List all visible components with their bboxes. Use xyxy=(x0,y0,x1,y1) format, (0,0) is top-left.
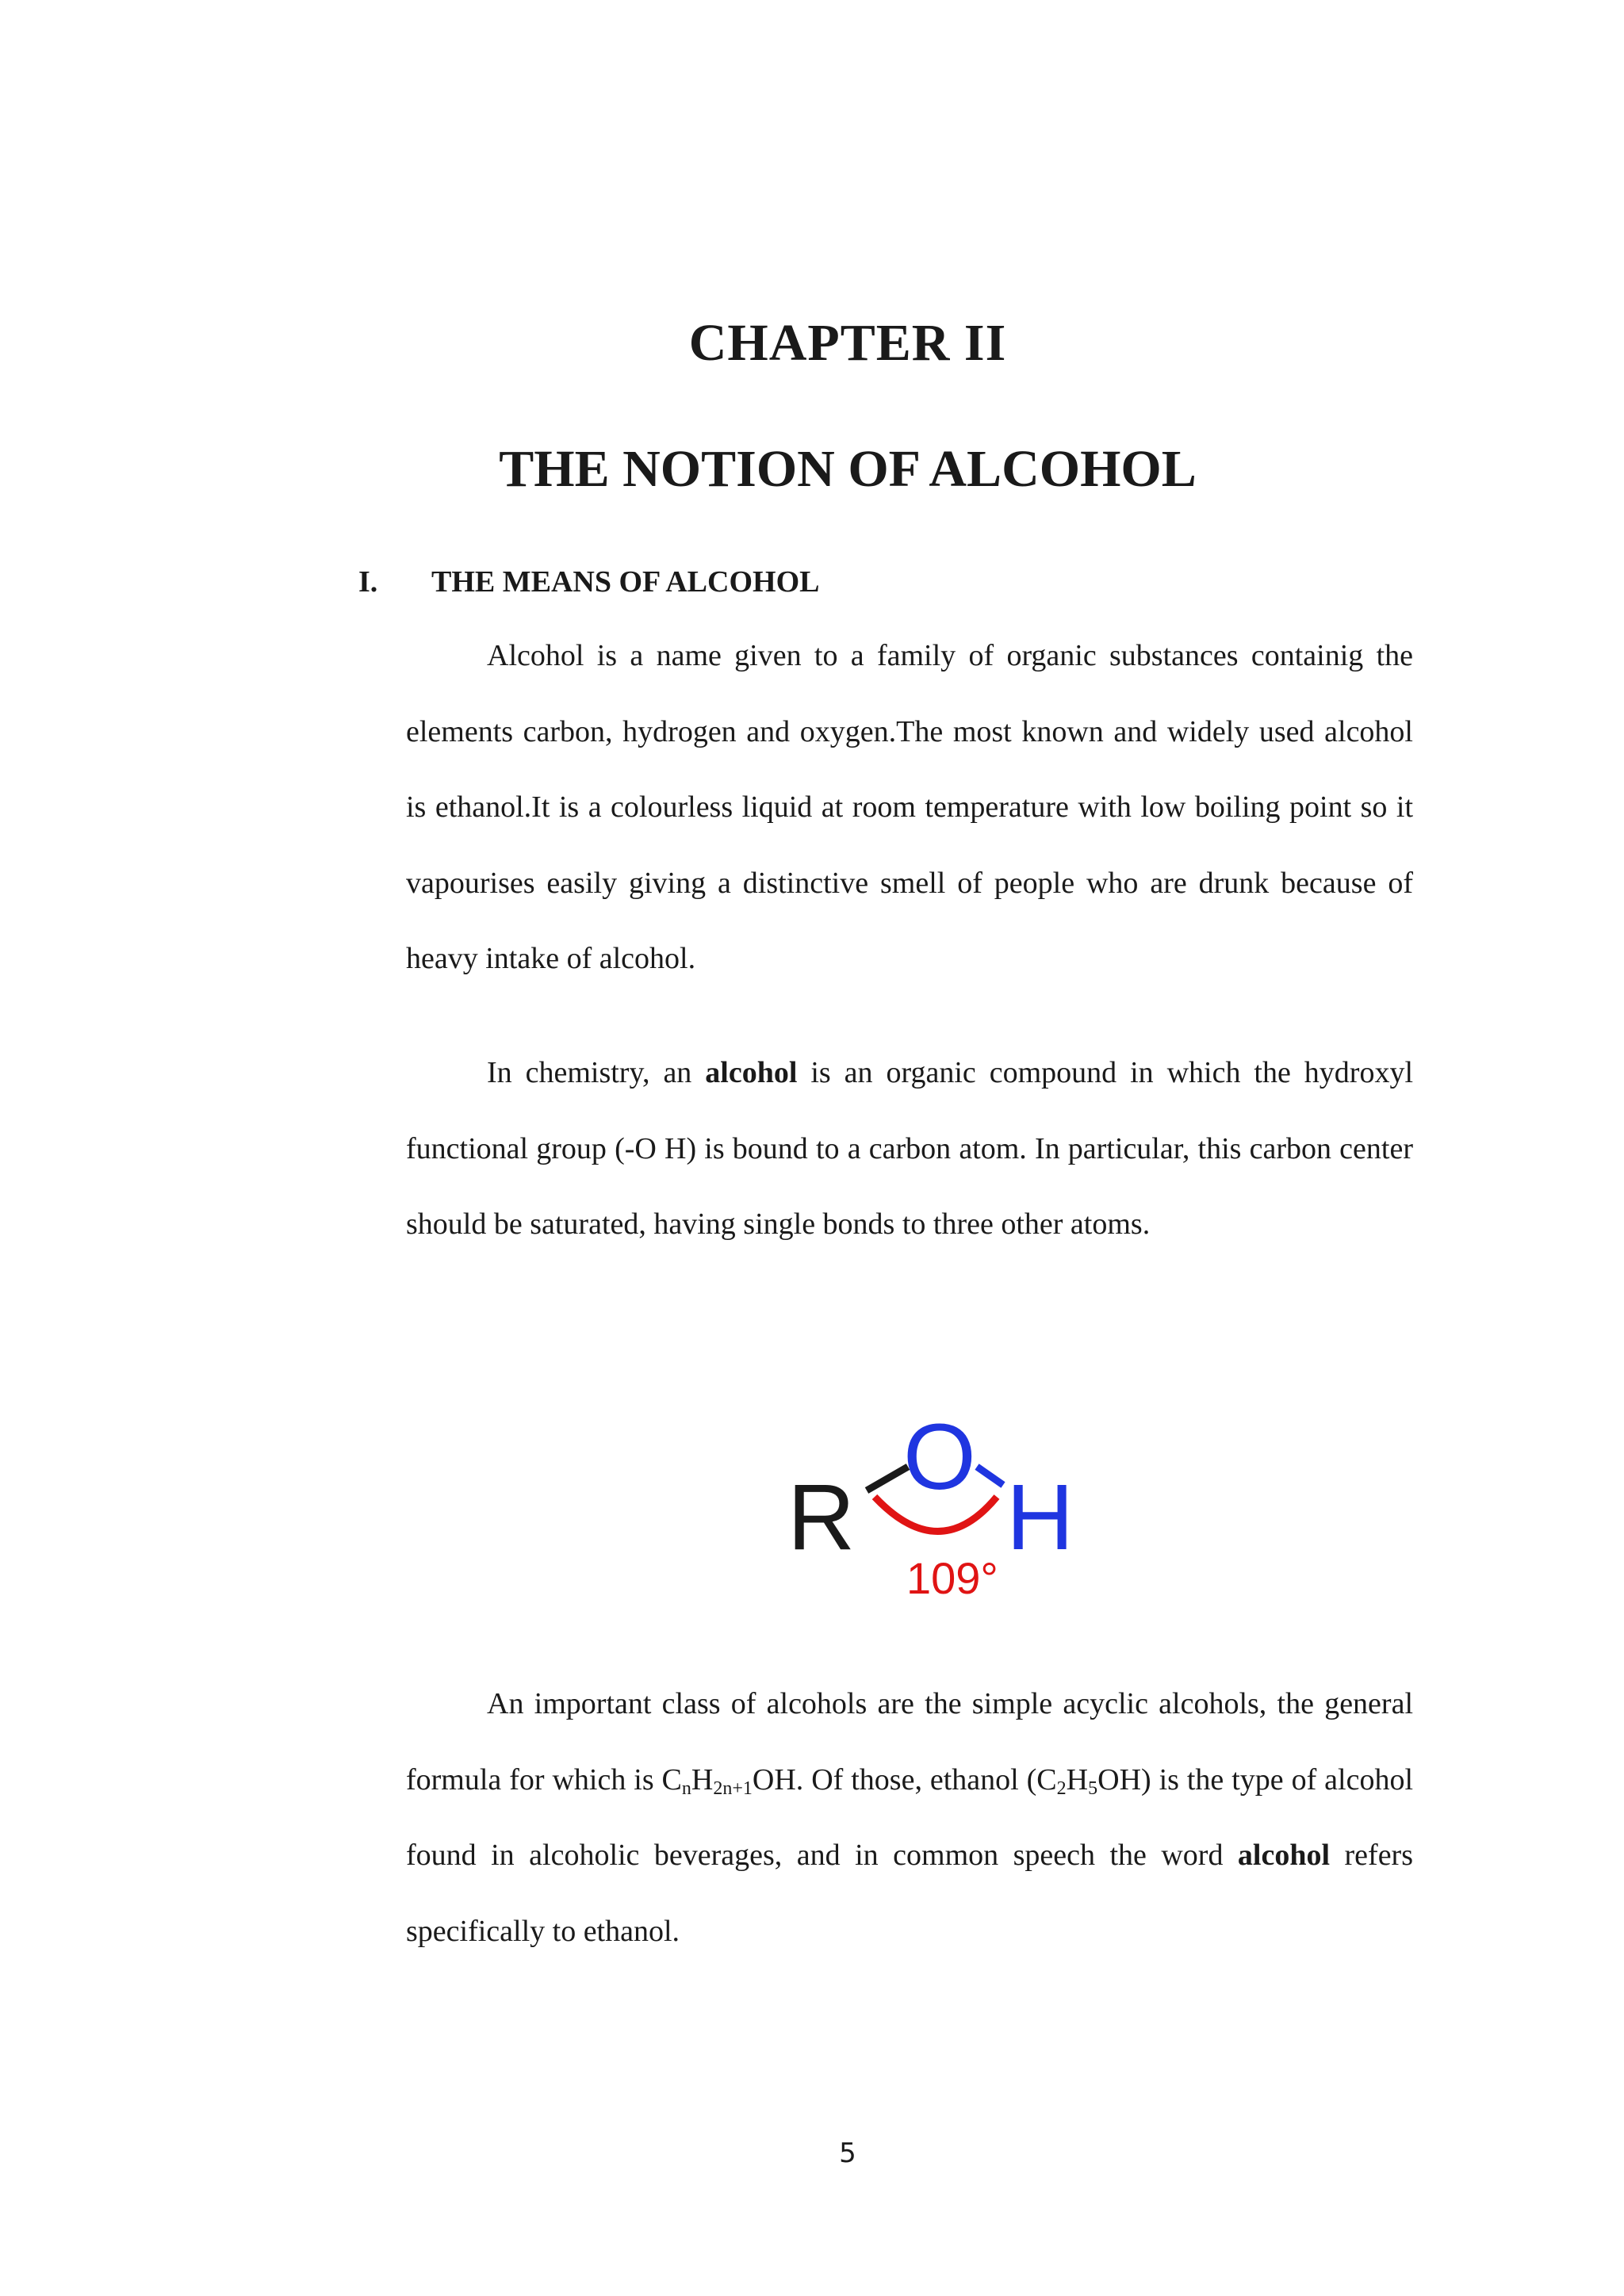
section-number: I. xyxy=(358,565,378,599)
p3-text-2: H xyxy=(691,1762,714,1797)
p3-text-6: refers specifically to ethanol. xyxy=(406,1839,1414,1948)
chapter-number: CHAPTER II xyxy=(688,314,1007,372)
section-heading xyxy=(358,561,820,603)
page-number: 5 xyxy=(839,2137,856,2169)
paragraph-acyclic-alcohols xyxy=(406,1667,1413,1969)
p3-sub-3: 2 xyxy=(1056,1777,1067,1799)
section-title: THE MEANS OF ALCOHOL xyxy=(431,565,820,599)
paragraph-definition: Alcohol is a name given to a family of organic substances containig the elements carbon, hydrogen and oxygen.The most known and widely used alcohol is ethanol.It is a colourless liquid at room temperature with low boiling point so it vapourises easily giving a distinctive smell of people who are drunk because of heavy intake of alcohol. xyxy=(406,639,1413,975)
p3-text-4: H xyxy=(1066,1762,1089,1797)
atom-r-label: R xyxy=(787,1465,856,1570)
atom-h-label: H xyxy=(1006,1465,1074,1570)
paragraph-chemistry-text-1: In chemistry, an xyxy=(487,1056,706,1089)
p3-text-5: OH) is the type of alcohol found in alcoholic beverages, and in common speech the word xyxy=(406,1762,1414,1872)
angle-label: 109° xyxy=(906,1553,998,1601)
p3-text-3: OH. Of those, ethanol (C xyxy=(752,1762,1057,1797)
paragraph-chemistry xyxy=(406,1035,1413,1263)
p3-sub-4: 5 xyxy=(1088,1777,1098,1799)
bond-r-o xyxy=(867,1467,908,1490)
atom-o-label: O xyxy=(903,1405,976,1510)
p3-bold-term: alcohol xyxy=(1237,1839,1331,1872)
hydroxyl-structure-diagram xyxy=(781,1403,1122,1601)
p3-sub-1: n xyxy=(681,1777,691,1799)
paragraph-chemistry-text-2: is an organic compound in which the hydroxyl functional group (-O H) is bound to a carbon atom. In particular, this carbon center should be saturated, having single bonds to three other atoms. xyxy=(406,1056,1414,1241)
p3-text-1: An important class of alcohols are the simple acyclic alcohols, the general formula for which is C xyxy=(406,1687,1413,1797)
p3-sub-2: 2n+1 xyxy=(713,1777,753,1799)
bond-o-h xyxy=(977,1467,1003,1485)
chapter-title: THE NOTION OF ALCOHOL xyxy=(499,440,1197,498)
paragraph-chemistry-bold-term: alcohol xyxy=(705,1056,798,1089)
